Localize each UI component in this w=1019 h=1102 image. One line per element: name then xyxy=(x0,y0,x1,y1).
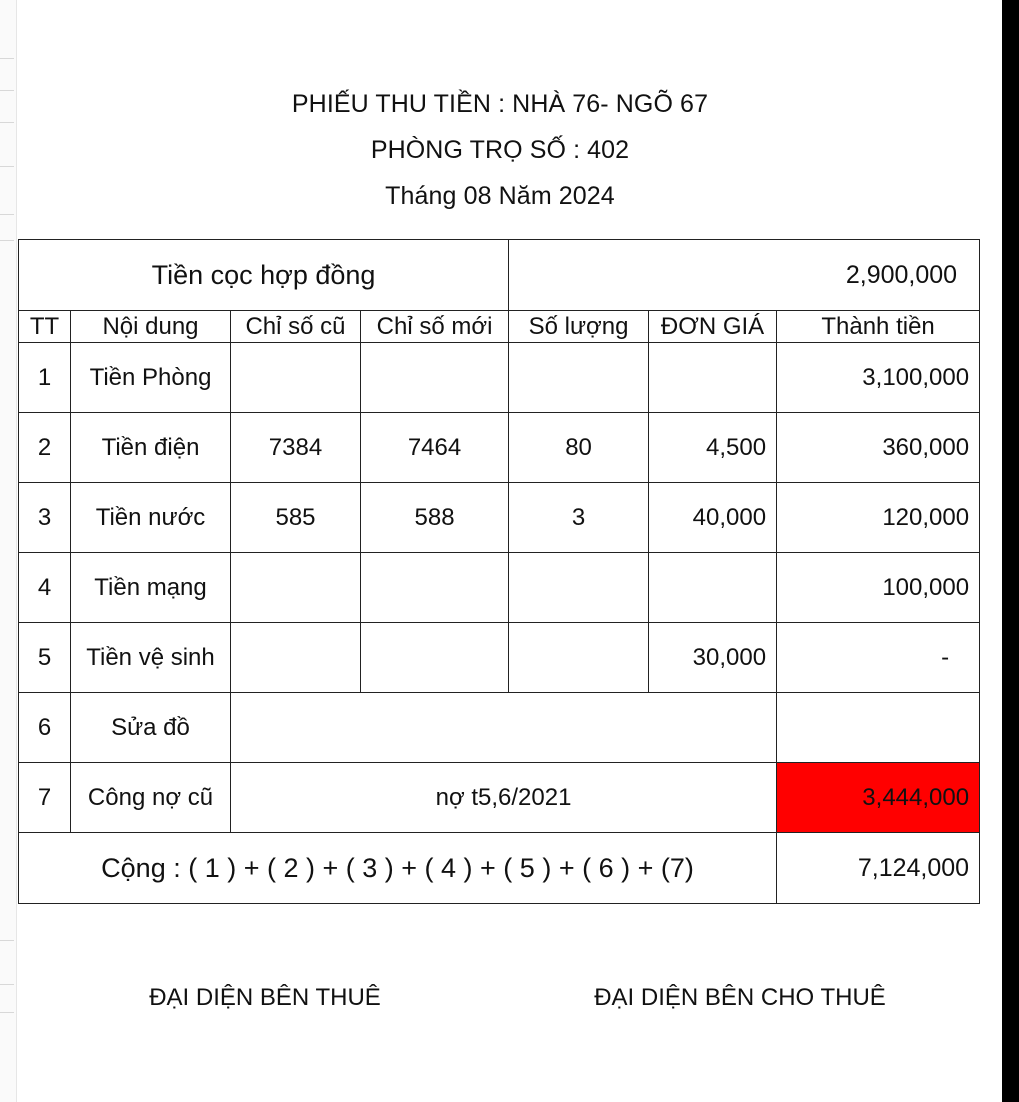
tenant-signature-label: ĐẠI DIỆN BÊN THUÊ xyxy=(149,984,381,1011)
gutter-tick xyxy=(0,984,14,985)
row-unit-price xyxy=(649,553,777,623)
row-content: Tiền vệ sinh xyxy=(71,623,231,693)
left-gutter xyxy=(0,0,17,1102)
row-unit-price: 4,500 xyxy=(649,413,777,483)
col-header-content: Nội dung xyxy=(71,311,231,343)
gutter-tick xyxy=(0,166,14,167)
row-tt: 7 xyxy=(19,763,71,833)
row-old-index xyxy=(231,553,361,623)
row-tt: 5 xyxy=(19,623,71,693)
total-row xyxy=(19,833,980,904)
row-note xyxy=(231,693,777,763)
row-new-index xyxy=(361,623,509,693)
col-header-amount: Thành tiền xyxy=(777,311,980,343)
row-unit-price: 40,000 xyxy=(649,483,777,553)
row-tt: 6 xyxy=(19,693,71,763)
table-row xyxy=(19,693,980,763)
row-content: Tiền nước xyxy=(71,483,231,553)
table-row xyxy=(19,623,980,693)
col-header-old-index: Chỉ số cũ xyxy=(231,311,361,343)
bill-table xyxy=(18,239,980,904)
row-amount: 100,000 xyxy=(777,553,980,623)
receipt-title: PHIẾU THU TIỀN : NHÀ 76- NGÕ 67 xyxy=(291,90,709,118)
col-header-quantity: Số lượng xyxy=(509,311,649,343)
deposit-value: 2,900,000 xyxy=(509,240,980,311)
row-amount xyxy=(777,693,980,763)
row-unit-price xyxy=(649,343,777,413)
row-old-index: 7384 xyxy=(231,413,361,483)
row-content: Tiền điện xyxy=(71,413,231,483)
gutter-tick xyxy=(0,1012,14,1013)
row-amount-highlighted: 3,444,000 xyxy=(777,763,980,833)
table-row xyxy=(19,553,980,623)
row-quantity xyxy=(509,343,649,413)
col-header-new-index: Chỉ số mới xyxy=(361,311,509,343)
row-new-index xyxy=(361,343,509,413)
gutter-tick xyxy=(0,122,14,123)
col-header-tt: TT xyxy=(19,311,71,343)
row-content: Sửa đồ xyxy=(71,693,231,763)
row-quantity: 3 xyxy=(509,483,649,553)
row-amount: - xyxy=(777,623,980,693)
row-content: Tiền Phòng xyxy=(71,343,231,413)
row-old-index xyxy=(231,623,361,693)
column-header-row xyxy=(19,311,980,343)
total-label: Cộng : ( 1 ) + ( 2 ) + ( 3 ) + ( 4 ) + ( 5 ) + ( 6 ) + (7) xyxy=(19,833,777,904)
row-tt: 4 xyxy=(19,553,71,623)
deposit-label: Tiền cọc hợp đồng xyxy=(19,240,509,311)
row-unit-price: 30,000 xyxy=(649,623,777,693)
row-quantity xyxy=(509,623,649,693)
row-quantity: 80 xyxy=(509,413,649,483)
row-old-index: 585 xyxy=(231,483,361,553)
gutter-tick xyxy=(0,58,14,59)
room-number: PHÒNG TRỌ SỐ : 402 xyxy=(370,136,630,164)
table-row xyxy=(19,483,980,553)
gutter-tick xyxy=(0,940,14,941)
row-amount: 120,000 xyxy=(777,483,980,553)
row-tt: 3 xyxy=(19,483,71,553)
table-row xyxy=(19,763,980,833)
table-row xyxy=(19,413,980,483)
billing-period: Tháng 08 Năm 2024 xyxy=(385,182,615,210)
row-note: nợ t5,6/2021 xyxy=(231,763,777,833)
row-tt: 2 xyxy=(19,413,71,483)
col-header-unit-price: ĐƠN GIÁ xyxy=(649,311,777,343)
row-content: Công nợ cũ xyxy=(71,763,231,833)
table-row xyxy=(19,343,980,413)
gutter-tick xyxy=(0,240,14,241)
row-quantity xyxy=(509,553,649,623)
landlord-signature-label: ĐẠI DIỆN BÊN CHO THUÊ xyxy=(594,984,886,1011)
deposit-row xyxy=(19,240,980,311)
row-new-index: 7464 xyxy=(361,413,509,483)
right-edge xyxy=(1002,0,1019,1102)
row-amount: 3,100,000 xyxy=(777,343,980,413)
row-content: Tiền mạng xyxy=(71,553,231,623)
row-old-index xyxy=(231,343,361,413)
gutter-tick xyxy=(0,214,14,215)
row-amount: 360,000 xyxy=(777,413,980,483)
total-amount: 7,124,000 xyxy=(777,833,980,904)
row-new-index: 588 xyxy=(361,483,509,553)
row-new-index xyxy=(361,553,509,623)
row-tt: 1 xyxy=(19,343,71,413)
